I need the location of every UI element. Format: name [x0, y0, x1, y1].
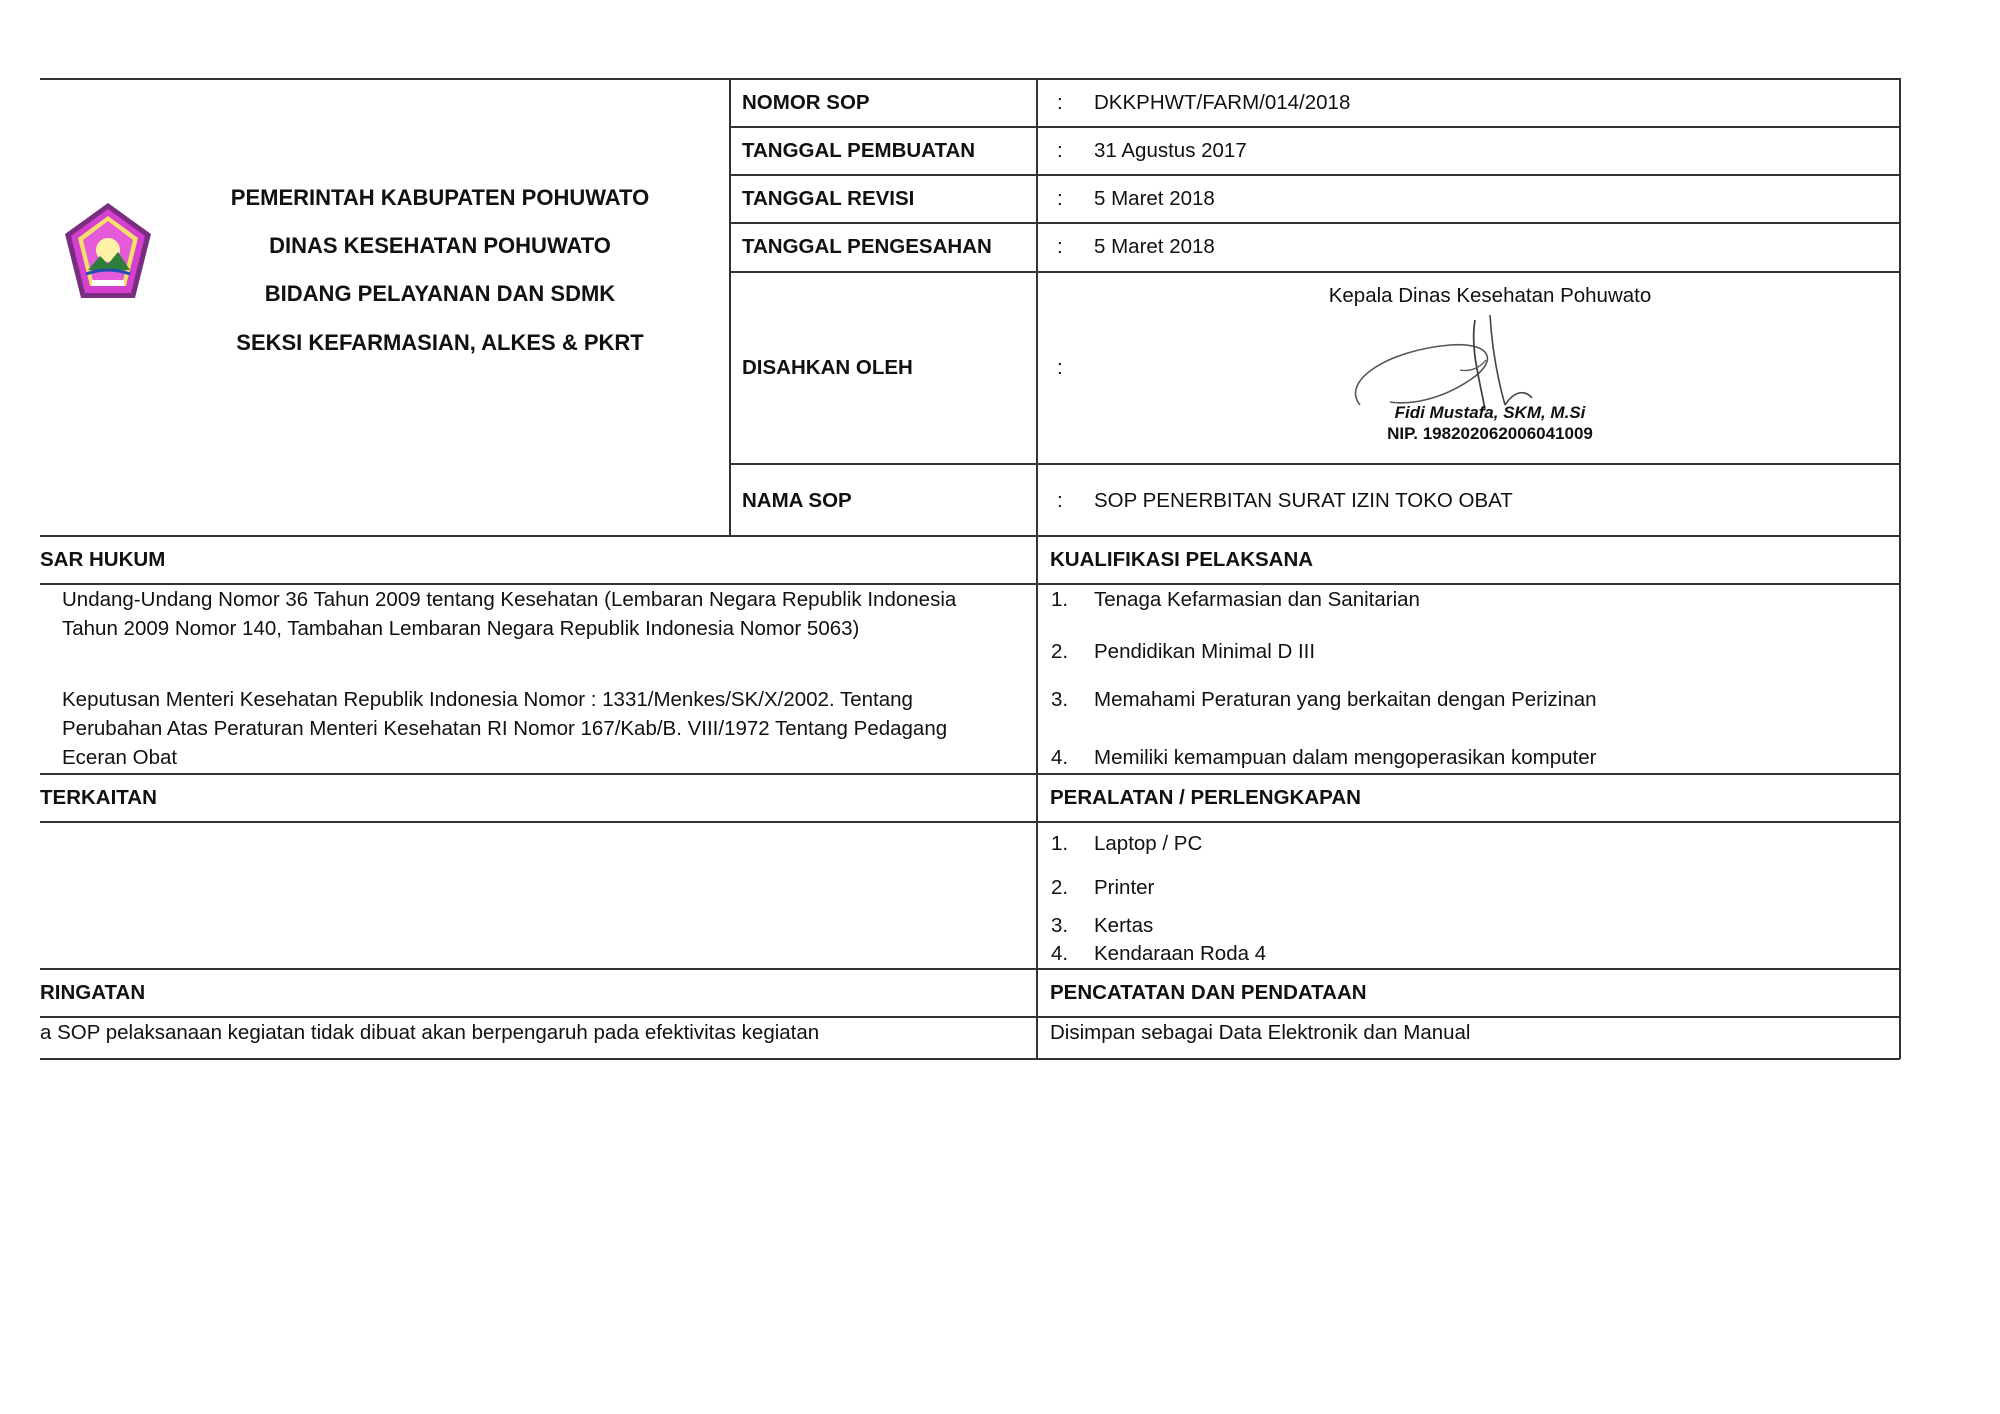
dasar-hukum-item-1-line-1: Undang-Undang Nomor 36 Tahun 2009 tentang Kesehatan (Lembaran Negara Republik Indonesia — [62, 588, 957, 611]
approver-nip: NIP. 198202062006041009 — [1387, 424, 1593, 443]
col-rule-label — [729, 78, 731, 536]
kualifikasi-num-1: 1. — [1051, 588, 1069, 611]
meta-value-tanggal-pembuatan: 31 Agustus 2017 — [1094, 139, 1247, 162]
peralatan-text-3: Kertas — [1094, 914, 1154, 937]
rule-bottom — [40, 1058, 1900, 1060]
rule — [730, 222, 1900, 224]
meta-label-tanggal-pengesahan: TANGGAL PENGESAHAN — [742, 235, 992, 258]
meta-label-nomor-sop: NOMOR SOP — [742, 91, 870, 114]
section-heading-kualifikasi: KUALIFIKASI PELAKSANA — [1050, 548, 1314, 571]
pohuwato-regency-emblem-icon — [62, 200, 154, 302]
peralatan-num-4: 4. — [1051, 942, 1069, 965]
pencatatan-text: Disimpan sebagai Data Elektronik dan Manual — [1050, 1021, 1471, 1044]
section-heading-dasar-hukum: SAR HUKUM — [40, 548, 166, 571]
rule — [40, 821, 1900, 823]
kualifikasi-num-4: 4. — [1051, 746, 1069, 769]
meta-value-tanggal-revisi: 5 Maret 2018 — [1094, 187, 1215, 210]
dasar-hukum-item-1-line-2: Tahun 2009 Nomor 140, Tambahan Lembaran Negara Republik Indonesia Nomor 5063) — [62, 617, 860, 640]
meta-colon: : — [1057, 91, 1063, 114]
kualifikasi-text-4: Memiliki kemampuan dalam mengoperasikan komputer — [1094, 746, 1597, 769]
rule — [730, 174, 1900, 176]
peralatan-num-2: 2. — [1051, 876, 1069, 899]
peralatan-text-2: Printer — [1094, 876, 1155, 899]
rule — [40, 968, 1900, 970]
section-heading-peralatan: PERALATAN / PERLENGKAPAN — [1050, 786, 1361, 809]
approver-name-text: Fidi Mustafa, SKM, M.Si — [1394, 403, 1586, 422]
peringatan-text: a SOP pelaksanaan kegiatan tidak dibuat akan berpengaruh pada efektivitas kegiatan — [40, 1021, 820, 1044]
rule — [730, 126, 1900, 128]
rule — [730, 463, 1900, 465]
meta-value-tanggal-pengesahan: 5 Maret 2018 — [1094, 235, 1215, 258]
meta-colon: : — [1057, 187, 1063, 210]
header-org-line-3: BIDANG PELAYANAN DAN SDMK — [264, 281, 616, 306]
kualifikasi-text-1: Tenaga Kefarmasian dan Sanitarian — [1094, 588, 1420, 611]
peralatan-num-1: 1. — [1051, 832, 1069, 855]
meta-colon: : — [1057, 235, 1063, 258]
meta-label-tanggal-revisi: TANGGAL REVISI — [742, 187, 915, 210]
meta-value-nama-sop: SOP PENERBITAN SURAT IZIN TOKO OBAT — [1094, 489, 1513, 512]
meta-label-nama-sop: NAMA SOP — [742, 489, 852, 512]
meta-colon: : — [1057, 356, 1063, 379]
section-heading-peringatan: RINGATAN — [40, 981, 146, 1004]
approver-title: Kepala Dinas Kesehatan Pohuwato — [1328, 284, 1652, 307]
rule-top — [40, 78, 1900, 80]
kualifikasi-text-3: Memahami Peraturan yang berkaitan dengan Perizinan — [1094, 688, 1597, 711]
rule — [40, 773, 1900, 775]
meta-value-nomor-sop: DKKPHWT/FARM/014/2018 — [1094, 91, 1351, 114]
section-heading-keterkaitan: TERKAITAN — [40, 786, 157, 809]
col-rule-value — [1036, 78, 1038, 1059]
peralatan-text-4: Kendaraan Roda 4 — [1094, 942, 1267, 965]
dasar-hukum-item-2-line-1: Keputusan Menteri Kesehatan Republik Indonesia Nomor : 1331/Menkes/SK/X/2002. Tentang — [62, 688, 913, 711]
kualifikasi-num-3: 3. — [1051, 688, 1069, 711]
header-org-line-1: PEMERINTAH KABUPATEN POHUWATO — [230, 185, 650, 210]
meta-colon: : — [1057, 139, 1063, 162]
peralatan-text-1: Laptop / PC — [1094, 832, 1203, 855]
dasar-hukum-item-2-line-2: Perubahan Atas Peraturan Menteri Kesehatan RI Nomor 167/Kab/B. VIII/1972 Tentang Pedagang — [62, 717, 948, 740]
kualifikasi-text-2: Pendidikan Minimal D III — [1094, 640, 1316, 663]
peralatan-num-3: 3. — [1051, 914, 1069, 937]
col-rule-right — [1899, 78, 1901, 1059]
meta-colon: : — [1057, 489, 1063, 512]
section-heading-pencatatan: PENCATATAN DAN PENDATAAN — [1050, 981, 1367, 1004]
meta-label-tanggal-pembuatan: TANGGAL PEMBUATAN — [742, 139, 976, 162]
rule-header-bottom — [40, 535, 1900, 537]
kualifikasi-num-2: 2. — [1051, 640, 1069, 663]
dasar-hukum-item-2-line-3: Eceran Obat — [62, 746, 178, 769]
meta-label-disahkan-oleh: DISAHKAN OLEH — [742, 356, 913, 379]
header-org-line-4: SEKSI KEFARMASIAN, ALKES & PKRT — [236, 330, 644, 355]
rule — [730, 271, 1900, 273]
header-org-line-2: DINAS KESEHATAN POHUWATO — [269, 233, 611, 258]
